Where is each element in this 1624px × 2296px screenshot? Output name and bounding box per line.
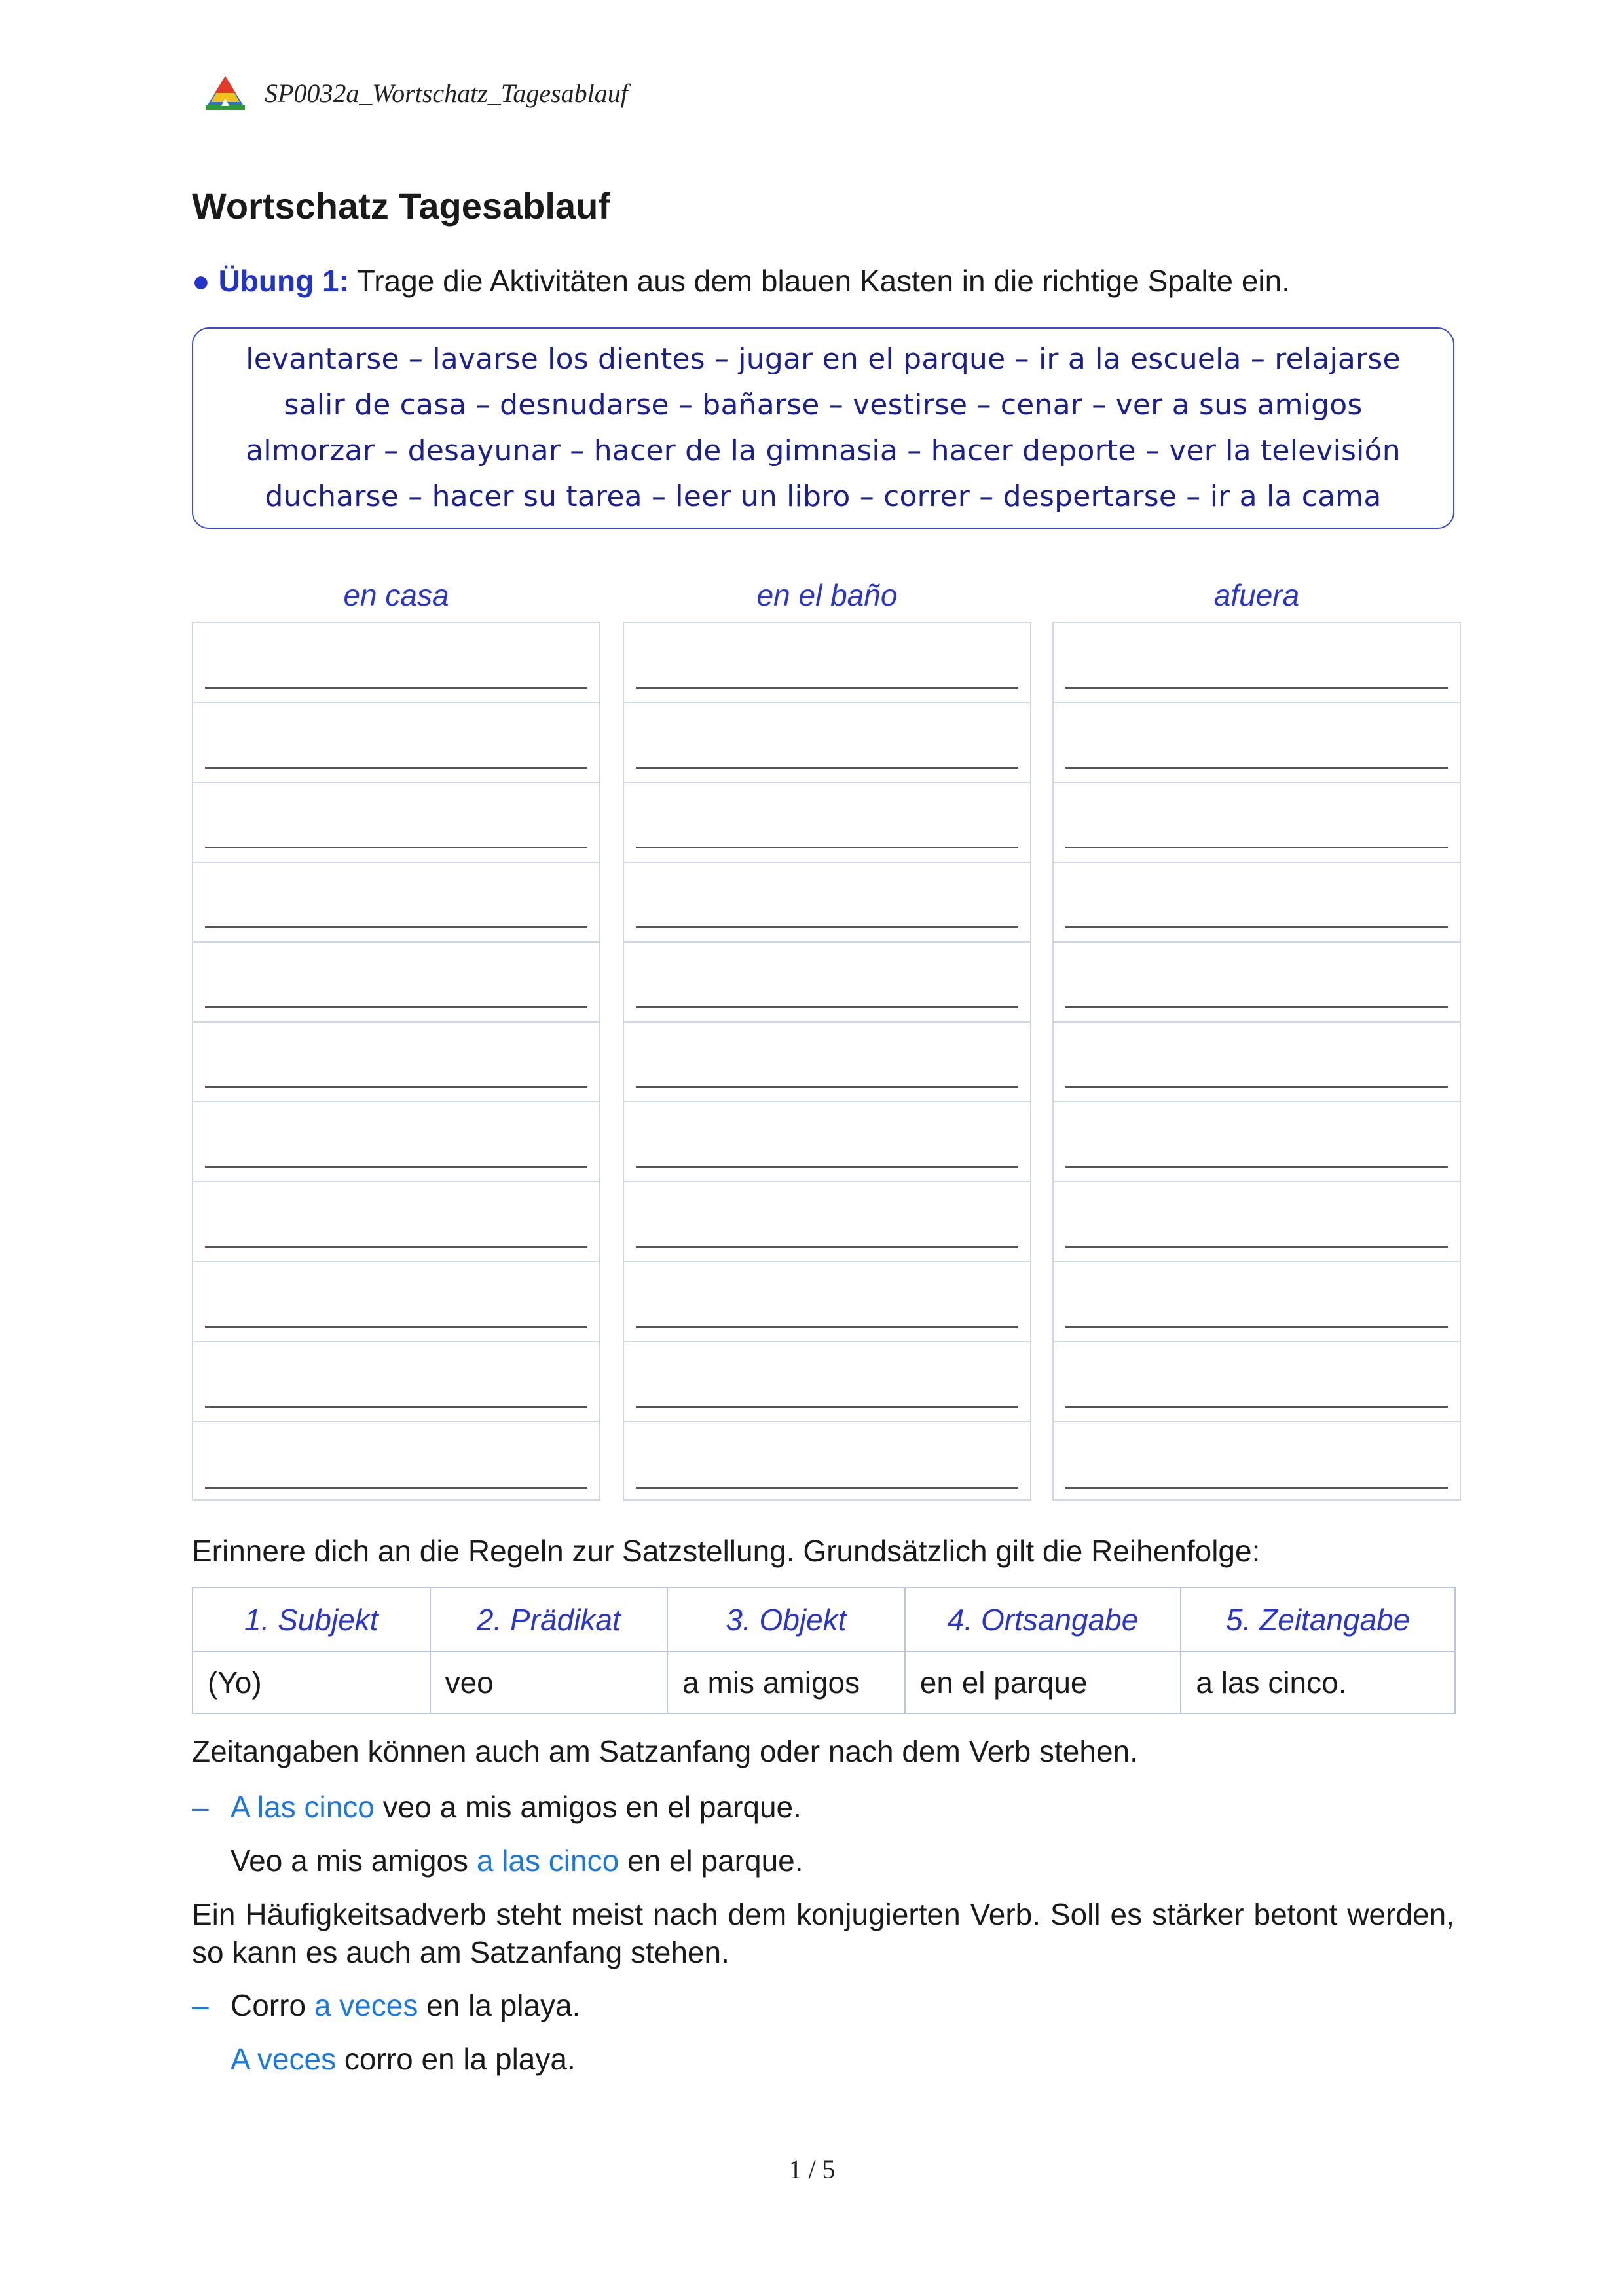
table-header: 3. Objekt	[667, 1588, 905, 1652]
write-line	[636, 1166, 1018, 1168]
answer-row	[1054, 1182, 1460, 1262]
write-line	[1065, 1166, 1448, 1168]
write-line	[205, 1487, 587, 1489]
write-line	[1065, 767, 1448, 769]
write-line	[1065, 847, 1448, 848]
answer-row	[624, 943, 1030, 1023]
answer-row	[193, 1102, 599, 1182]
answer-lines	[192, 622, 600, 1501]
table-cell: a las cinco.	[1181, 1652, 1455, 1713]
write-line	[1065, 1326, 1448, 1328]
write-line	[205, 767, 587, 769]
answer-row	[1054, 863, 1460, 943]
column-heading: en el baño	[756, 578, 898, 612]
answer-row	[624, 783, 1030, 863]
vocabulary-line: ducharse – hacer su tarea – leer un libro – correr – despertarse – ir a la cama	[265, 480, 1382, 513]
adverb-note: Ein Häufigkeitsadverb steht meist nach dem konjugierten Verb. Soll es stärker betont werden, so kann es auch am Satzanfang stehen.	[192, 1897, 1454, 1969]
table-cell: (Yo)	[193, 1652, 430, 1713]
answer-row	[1054, 703, 1460, 783]
rules-intro: Erinnere dich an die Regeln zur Satzstellung. Grundsätzlich gilt die Reihenfolge:	[192, 1534, 1261, 1568]
write-line	[636, 1326, 1018, 1328]
write-line	[1065, 926, 1448, 928]
vocabulary-line: levantarse – lavarse los dientes – jugar en el parque – ir a la escuela – relajarse	[246, 342, 1401, 376]
write-line	[205, 1246, 587, 1248]
table-header: 1. Subjekt	[193, 1588, 430, 1652]
write-line	[205, 1326, 587, 1328]
highlighted-phrase: A veces	[231, 2042, 337, 2076]
page-number: 1 / 5	[788, 2155, 836, 2184]
answer-row	[1054, 943, 1460, 1023]
answer-row	[193, 1182, 599, 1262]
write-line	[636, 767, 1018, 769]
write-line	[205, 687, 587, 689]
example-text: veo a mis amigos en el parque.	[374, 1790, 802, 1824]
write-line	[636, 1086, 1018, 1088]
answer-row	[624, 1342, 1030, 1422]
answer-row	[624, 1422, 1030, 1502]
write-line	[205, 926, 587, 928]
answer-row	[193, 783, 599, 863]
table-cell: veo	[430, 1652, 668, 1713]
table-cell: a mis amigos	[667, 1652, 905, 1713]
table-header: 4. Ortsangabe	[905, 1588, 1181, 1652]
page-title: Wortschatz Tagesablauf	[192, 185, 610, 227]
answer-row	[193, 623, 599, 703]
time-example-2	[231, 1843, 803, 1878]
table-cell: en el parque	[905, 1652, 1181, 1713]
highlighted-phrase: a las cinco	[476, 1844, 619, 1878]
write-line	[636, 847, 1018, 848]
answer-row	[624, 1182, 1030, 1262]
answer-row	[193, 703, 599, 783]
write-line	[1065, 687, 1448, 689]
tent-logo-icon	[202, 73, 249, 113]
write-line	[1065, 1487, 1448, 1489]
answer-row	[624, 1102, 1030, 1182]
answer-row	[624, 703, 1030, 783]
column-heading: afuera	[1213, 578, 1300, 612]
table-header-row	[193, 1588, 1455, 1652]
example-text: Veo a mis amigos	[231, 1844, 477, 1878]
column-en-casa	[192, 576, 600, 1501]
answer-row	[1054, 623, 1460, 703]
write-line	[205, 1166, 587, 1168]
example-text: corro en la playa.	[336, 2042, 576, 2076]
answer-row	[624, 623, 1030, 703]
column-heading: en casa	[343, 578, 449, 612]
bullet-icon: ●	[192, 264, 210, 298]
word-order-table	[192, 1587, 1456, 1714]
answer-row	[624, 863, 1030, 943]
answer-row	[1054, 783, 1460, 863]
write-line	[1065, 1406, 1448, 1408]
write-line	[636, 1246, 1018, 1248]
answer-row	[624, 1262, 1030, 1342]
write-line	[636, 687, 1018, 689]
table-row	[193, 1652, 1455, 1713]
answer-row	[1054, 1102, 1460, 1182]
example-text: en la playa.	[418, 1988, 581, 2022]
vocabulary-box	[192, 327, 1454, 529]
write-line	[1065, 1246, 1448, 1248]
answer-row	[193, 1262, 599, 1342]
answer-row	[193, 1342, 599, 1422]
write-line	[636, 926, 1018, 928]
table-header: 5. Zeitangabe	[1181, 1588, 1455, 1652]
write-line	[205, 1086, 587, 1088]
write-line	[205, 1406, 587, 1408]
document-header	[202, 73, 628, 113]
time-note: Zeitangaben können auch am Satzanfang oder nach dem Verb stehen.	[192, 1734, 1138, 1768]
example-text: en el parque.	[619, 1844, 803, 1878]
answer-row	[1054, 1023, 1460, 1102]
document-filename: SP0032a_Wortschatz_Tagesablauf	[265, 78, 628, 108]
column-en-el-bano	[623, 576, 1031, 1501]
answer-row	[1054, 1422, 1460, 1502]
exercise-text: Trage die Aktivitäten aus dem blauen Kasten in die richtige Spalte ein.	[356, 264, 1290, 298]
highlighted-phrase: A las cinco	[231, 1790, 375, 1824]
dash-marker: –	[192, 1988, 209, 2022]
time-example-1	[231, 1789, 802, 1825]
highlighted-phrase: a veces	[314, 1988, 418, 2022]
write-line	[636, 1006, 1018, 1008]
write-line	[636, 1487, 1018, 1489]
answer-row	[193, 1422, 599, 1502]
adverb-example-2	[231, 2041, 576, 2077]
adverb-example-1	[231, 1988, 580, 2023]
write-line	[1065, 1086, 1448, 1088]
exercise-label: Übung 1:	[218, 264, 349, 298]
column-afuera	[1052, 576, 1461, 1501]
answer-row	[1054, 1342, 1460, 1422]
answer-row	[193, 943, 599, 1023]
write-line	[205, 1006, 587, 1008]
answer-row	[1054, 1262, 1460, 1342]
answer-lines	[623, 622, 1031, 1501]
vocabulary-line: salir de casa – desnudarse – bañarse – vestirse – cenar – ver a sus amigos	[284, 388, 1363, 422]
answer-row	[193, 863, 599, 943]
dash-marker: –	[192, 1790, 209, 1824]
write-line	[205, 847, 587, 848]
table-header: 2. Prädikat	[430, 1588, 668, 1652]
answer-row	[193, 1023, 599, 1102]
answer-row	[624, 1023, 1030, 1102]
write-line	[1065, 1006, 1448, 1008]
vocabulary-line: almorzar – desayunar – hacer de la gimnasia – hacer deporte – ver la televisión	[246, 434, 1401, 467]
exercise-instruction	[192, 263, 1290, 299]
answer-lines	[1052, 622, 1461, 1501]
write-line	[636, 1406, 1018, 1408]
example-text: Corro	[231, 1988, 314, 2022]
